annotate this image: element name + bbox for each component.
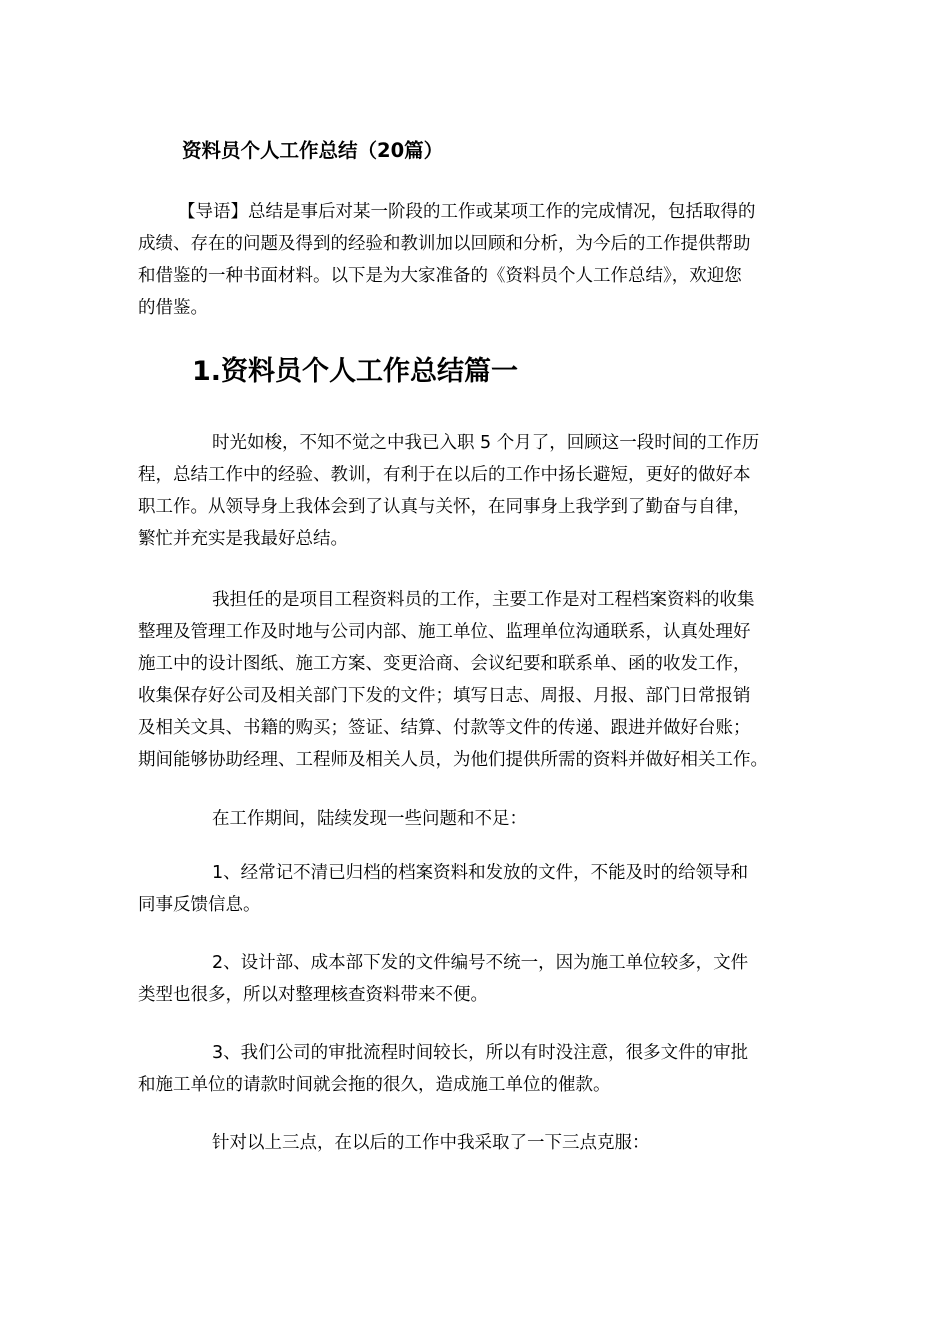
intro-line: 和借鉴的一种书面材料。以下是为大家准备的《资料员个人工作总结》，欢迎您 bbox=[138, 266, 742, 286]
paragraph-line: 施工中的设计图纸、施工方案、变更洽商、会议纪要和联系单、函的收发工作， bbox=[138, 654, 751, 674]
paragraph-line: 在工作期间，陆续发现一些问题和不足： bbox=[212, 809, 527, 829]
intro-paragraph bbox=[138, 196, 838, 324]
paragraph-line: 繁忙并充实是我最好总结。 bbox=[138, 529, 348, 549]
paragraph-3 bbox=[138, 803, 838, 835]
paragraph-line: 收集保存好公司及相关部门下发的文件；填写日志、周报、月报、部门日常报销 bbox=[138, 686, 751, 706]
paragraph-line: 和施工单位的请款时间就会拖的很久，造成施工单位的催款。 bbox=[138, 1075, 611, 1095]
paragraph-line: 1、经常记不清已归档的档案资料和发放的文件，不能及时的给领导和 bbox=[212, 863, 749, 883]
intro-line: 成绩、存在的问题及得到的经验和教训加以回顾和分析，为今后的工作提供帮助 bbox=[138, 234, 751, 254]
paragraph-2 bbox=[138, 584, 838, 776]
paragraph-line: 同事反馈信息。 bbox=[138, 895, 261, 915]
paragraph-line: 类型也很多，所以对整理核查资料带来不便。 bbox=[138, 985, 488, 1005]
paragraph-4 bbox=[138, 1127, 838, 1159]
paragraph-line: 针对以上三点，在以后的工作中我采取了一下三点克服： bbox=[212, 1133, 650, 1153]
document-title: 资料员个人工作总结（20篇） bbox=[182, 139, 444, 162]
paragraph-line: 2、设计部、成本部下发的文件编号不统一，因为施工单位较多，文件 bbox=[212, 953, 749, 973]
intro-line: 【导语】总结是事后对某一阶段的工作或某项工作的完成情况，包括取得的 bbox=[178, 202, 756, 222]
paragraph-1 bbox=[138, 427, 838, 555]
paragraph-line: 及相关文具、书籍的购买；签证、结算、付款等文件的传递、跟进并做好台账； bbox=[138, 718, 751, 738]
list-item-2 bbox=[138, 947, 838, 1011]
paragraph-line: 3、我们公司的审批流程时间较长，所以有时没注意，很多文件的审批 bbox=[212, 1043, 749, 1063]
section-heading: 1.资料员个人工作总结篇一 bbox=[192, 356, 519, 387]
list-item-1 bbox=[138, 857, 838, 921]
paragraph-line: 职工作。从领导身上我体会到了认真与关怀，在同事身上我学到了勤奋与自律， bbox=[138, 497, 751, 517]
paragraph-line: 整理及管理工作及时地与公司内部、施工单位、监理单位沟通联系，认真处理好 bbox=[138, 622, 751, 642]
paragraph-line: 时光如梭，不知不觉之中我已入职 5 个月了，回顾这一段时间的工作历 bbox=[212, 433, 760, 453]
paragraph-line: 程，总结工作中的经验、教训，有利于在以后的工作中扬长避短，更好的做好本 bbox=[138, 465, 751, 485]
paragraph-line: 我担任的是项目工程资料员的工作，主要工作是对工程档案资料的收集 bbox=[212, 590, 755, 610]
list-item-3 bbox=[138, 1037, 838, 1101]
intro-line: 的借鉴。 bbox=[138, 298, 208, 318]
paragraph-line: 期间能够协助经理、工程师及相关人员，为他们提供所需的资料并做好相关工作。 bbox=[138, 750, 768, 770]
